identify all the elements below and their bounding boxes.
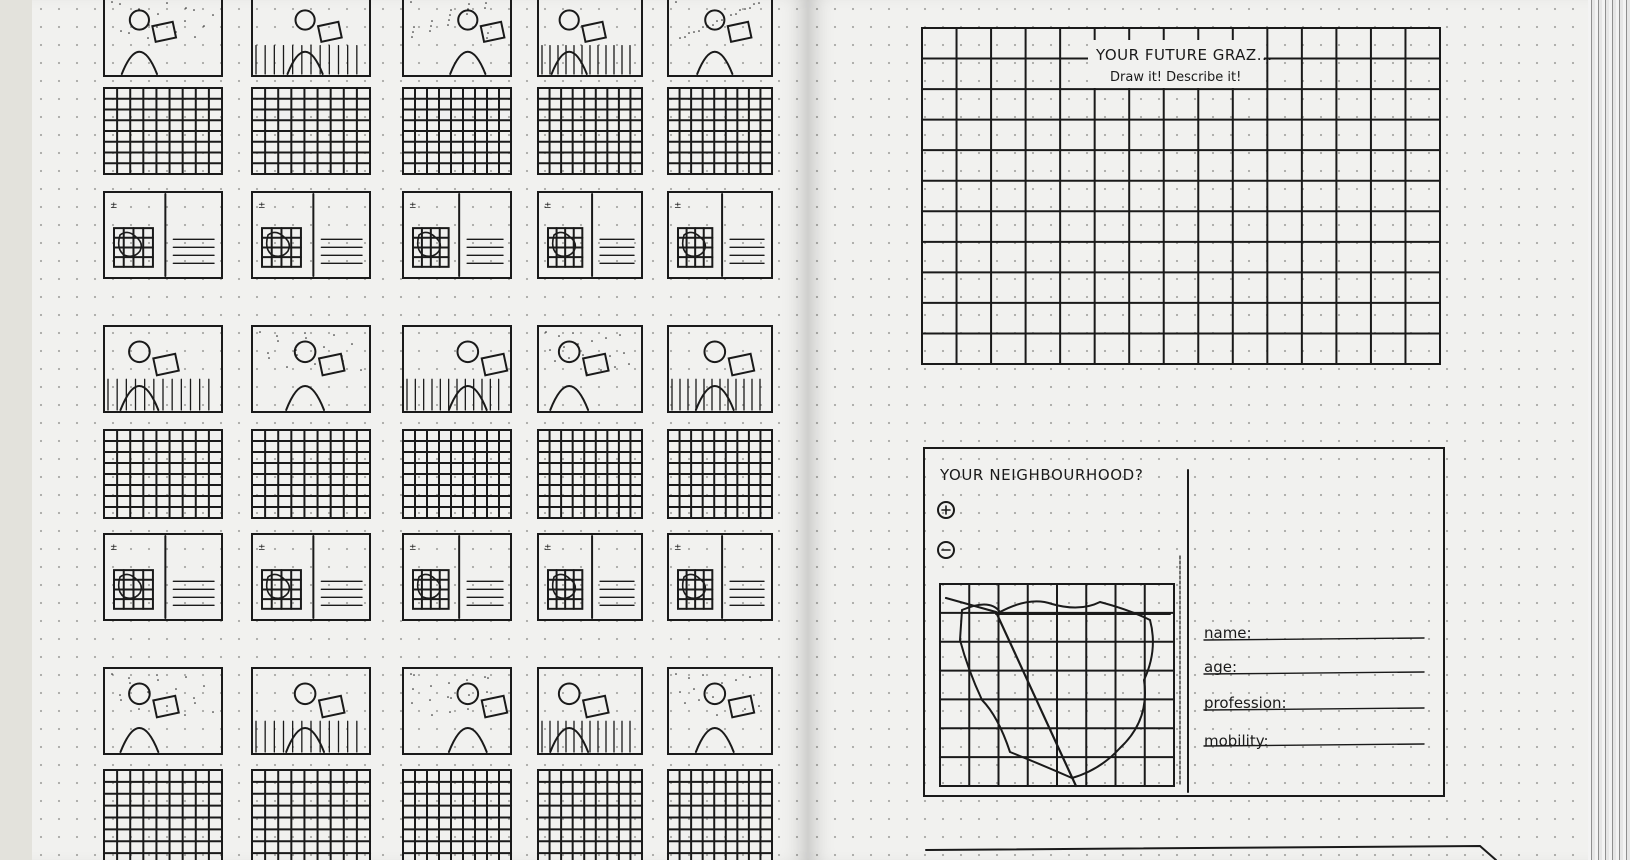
svg-text:±: ±: [258, 543, 266, 553]
pencil-edge: [926, 846, 1496, 860]
profession-field-label[interactable]: profession:: [1204, 694, 1287, 712]
empty-grid-frame: [668, 430, 772, 518]
empty-grid-frame: [538, 770, 642, 860]
empty-grid-frame: [403, 430, 511, 518]
mini-map: [678, 228, 712, 267]
neighbourhood-card: [924, 448, 1444, 796]
empty-grid-frame: [252, 430, 370, 518]
description-frame: [104, 192, 222, 278]
scene-frame: [538, 668, 642, 754]
scene-frame: [252, 326, 370, 412]
future-graz-subtitle: Draw it! Describe it!: [1110, 70, 1242, 85]
empty-grid-frame: [252, 770, 370, 860]
description-frame: [403, 192, 511, 278]
empty-grid-frame: [252, 88, 370, 174]
svg-text:±: ±: [258, 201, 266, 211]
scene-frame: [403, 326, 511, 412]
scene-frame: [403, 668, 511, 754]
neighbourhood-map: [940, 584, 1174, 786]
mini-map: [262, 570, 301, 609]
scene-frame: [538, 0, 642, 76]
scene-frame: [104, 326, 222, 412]
scene-frame: [538, 326, 642, 412]
mini-map: [114, 570, 153, 609]
empty-grid-frame: [538, 430, 642, 518]
empty-grid-frame: [104, 430, 222, 518]
scene-frame: [403, 0, 511, 76]
mini-map: [548, 570, 582, 609]
svg-text:±: ±: [409, 543, 417, 553]
mini-map: [548, 228, 582, 267]
scene-frame: [252, 0, 370, 76]
svg-text:±: ±: [110, 543, 118, 553]
empty-grid-frame: [403, 88, 511, 174]
description-frame: [668, 534, 772, 620]
scene-frame: [668, 326, 772, 412]
empty-grid-frame: [104, 770, 222, 860]
mini-map: [678, 570, 712, 609]
scene-frame: [668, 668, 772, 754]
description-frame: [403, 534, 511, 620]
mini-map: [413, 570, 449, 609]
description-frame: [538, 192, 642, 278]
empty-grid-frame: [538, 88, 642, 174]
description-frame: [668, 192, 772, 278]
empty-grid-frame: [668, 88, 772, 174]
mini-map: [114, 228, 153, 267]
svg-text:±: ±: [544, 543, 552, 553]
empty-grid-frame: [403, 770, 511, 860]
future-graz-title: YOUR FUTURE GRAZ...: [1096, 46, 1273, 64]
mobility-field-label[interactable]: mobility:: [1204, 732, 1269, 750]
svg-text:±: ±: [674, 543, 682, 553]
empty-grid-frame: [668, 770, 772, 860]
svg-text:±: ±: [409, 201, 417, 211]
svg-text:±: ±: [110, 201, 118, 211]
description-frame: [104, 534, 222, 620]
scene-frame: [104, 668, 222, 754]
empty-grid-frame: [104, 88, 222, 174]
scene-frame: [104, 0, 222, 76]
mini-map: [262, 228, 301, 267]
scene-frame: [252, 668, 370, 754]
age-field-label[interactable]: age:: [1204, 658, 1237, 676]
name-field-label[interactable]: name:: [1204, 624, 1252, 642]
description-frame: [252, 534, 370, 620]
svg-text:±: ±: [544, 201, 552, 211]
scene-frame: [668, 0, 772, 76]
svg-text:±: ±: [674, 201, 682, 211]
field-underline: [1204, 672, 1424, 674]
description-frame: [538, 534, 642, 620]
description-frame: [252, 192, 370, 278]
mini-map: [413, 228, 449, 267]
neighbourhood-title: YOUR NEIGHBOURHOOD?: [940, 466, 1144, 484]
